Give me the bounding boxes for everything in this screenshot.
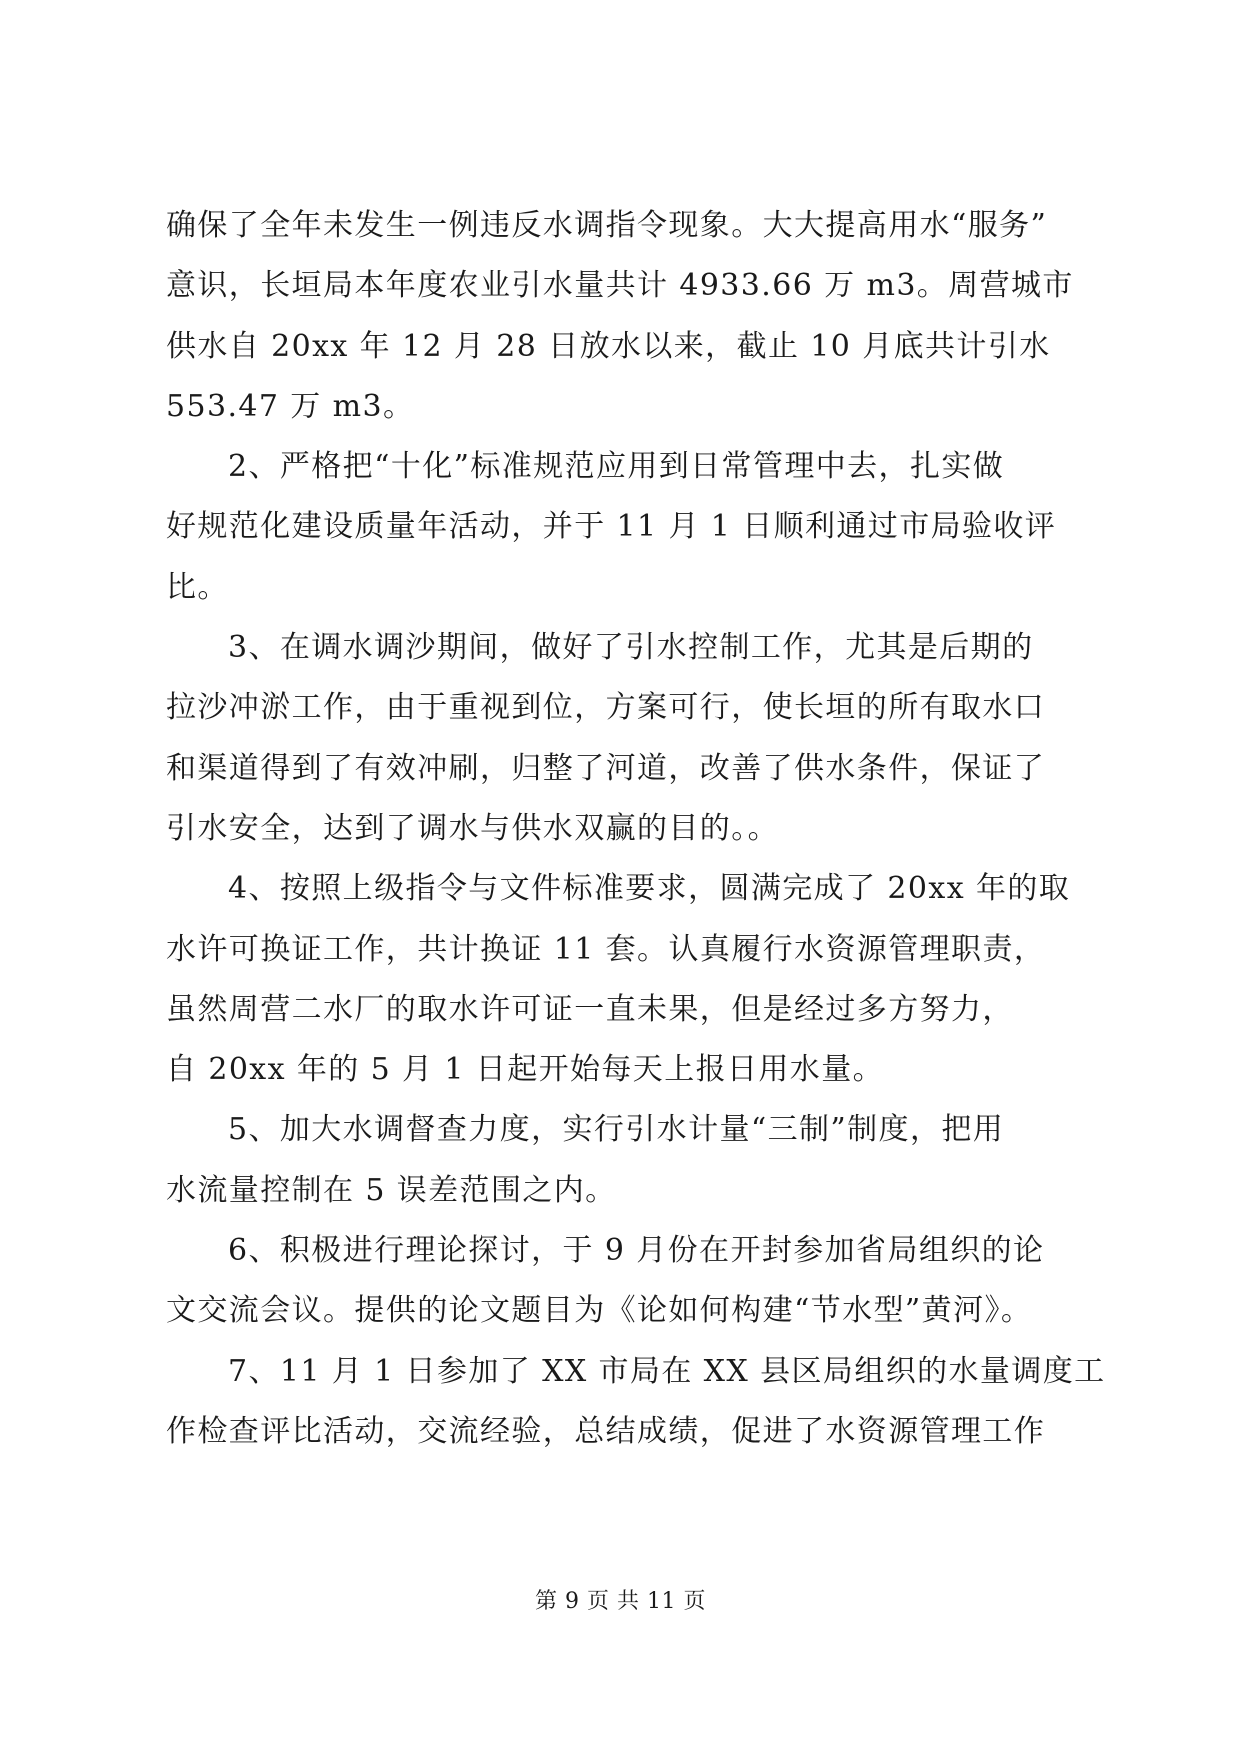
text-line-17: 水流量控制在 5 误差范围之内。 bbox=[166, 1172, 617, 1208]
text-line-15: 自 20xx 年的 5 月 1 日起开始每天上报日用水量。 bbox=[166, 1052, 885, 1088]
paragraph-7-start: 7、11 月 1 日参加了 XX 市局在 XX 县区局组织的水量调度工 bbox=[228, 1353, 1106, 1389]
text-line-6: 好规范化建设质量年活动，并于 11 月 1 日顺利通过市局验收评 bbox=[166, 509, 1057, 545]
text-line-21: 作检查评比活动，交流经验，总结成绩，促进了水资源管理工作 bbox=[166, 1413, 1046, 1449]
text-line-14: 虽然周营二水厂的取水许可证一直未果，但是经过多方努力， bbox=[166, 991, 1014, 1027]
text-line-2: 意识，长垣局本年度农业引水量共计 4933.66 万 m3。周营城市 bbox=[166, 268, 1074, 304]
text-line-7: 比。 bbox=[166, 569, 229, 605]
text-line-11: 引水安全，达到了调水与供水双赢的目的。。 bbox=[166, 810, 779, 846]
text-line-4: 553.47 万 m3。 bbox=[166, 388, 415, 424]
paragraph-2-start: 2、严格把“十化”标准规范应用到日常管理中去，扎实做 bbox=[228, 449, 1005, 485]
paragraph-6-start: 6、积极进行理论探讨，于 9 月份在开封参加省局组织的论 bbox=[228, 1233, 1045, 1269]
text-line-13: 水许可换证工作，共计换证 11 套。认真履行水资源管理职责， bbox=[166, 931, 1046, 967]
text-line-10: 和渠道得到了有效冲刷，归整了河道，改善了供水条件，保证了 bbox=[166, 750, 1046, 786]
text-line-19: 文交流会议。提供的论文题目为《论如何构建“节水型”黄河》。 bbox=[166, 1293, 1033, 1329]
text-line-3: 供水自 20xx 年 12 月 28 日放水以来，截止 10 月底共计引水 bbox=[166, 328, 1051, 364]
paragraph-5-start: 5、加大水调督查力度，实行引水计量“三制”制度，把用 bbox=[228, 1112, 1005, 1148]
text-line-1: 确保了全年未发生一例违反水调指令现象。大大提高用水“服务” bbox=[166, 208, 1048, 243]
document-body bbox=[166, 196, 1106, 1462]
paragraph-4-start: 4、按照上级指令与文件标准要求，圆满完成了 20xx 年的取 bbox=[228, 871, 1071, 907]
page-number-footer: 第 9 页 共 11 页 bbox=[535, 1589, 706, 1614]
paragraph-3-start: 3、在调水调沙期间，做好了引水控制工作，尤其是后期的 bbox=[228, 630, 1034, 666]
text-line-9: 拉沙冲淤工作，由于重视到位，方案可行，使长垣的所有取水口 bbox=[166, 690, 1046, 726]
